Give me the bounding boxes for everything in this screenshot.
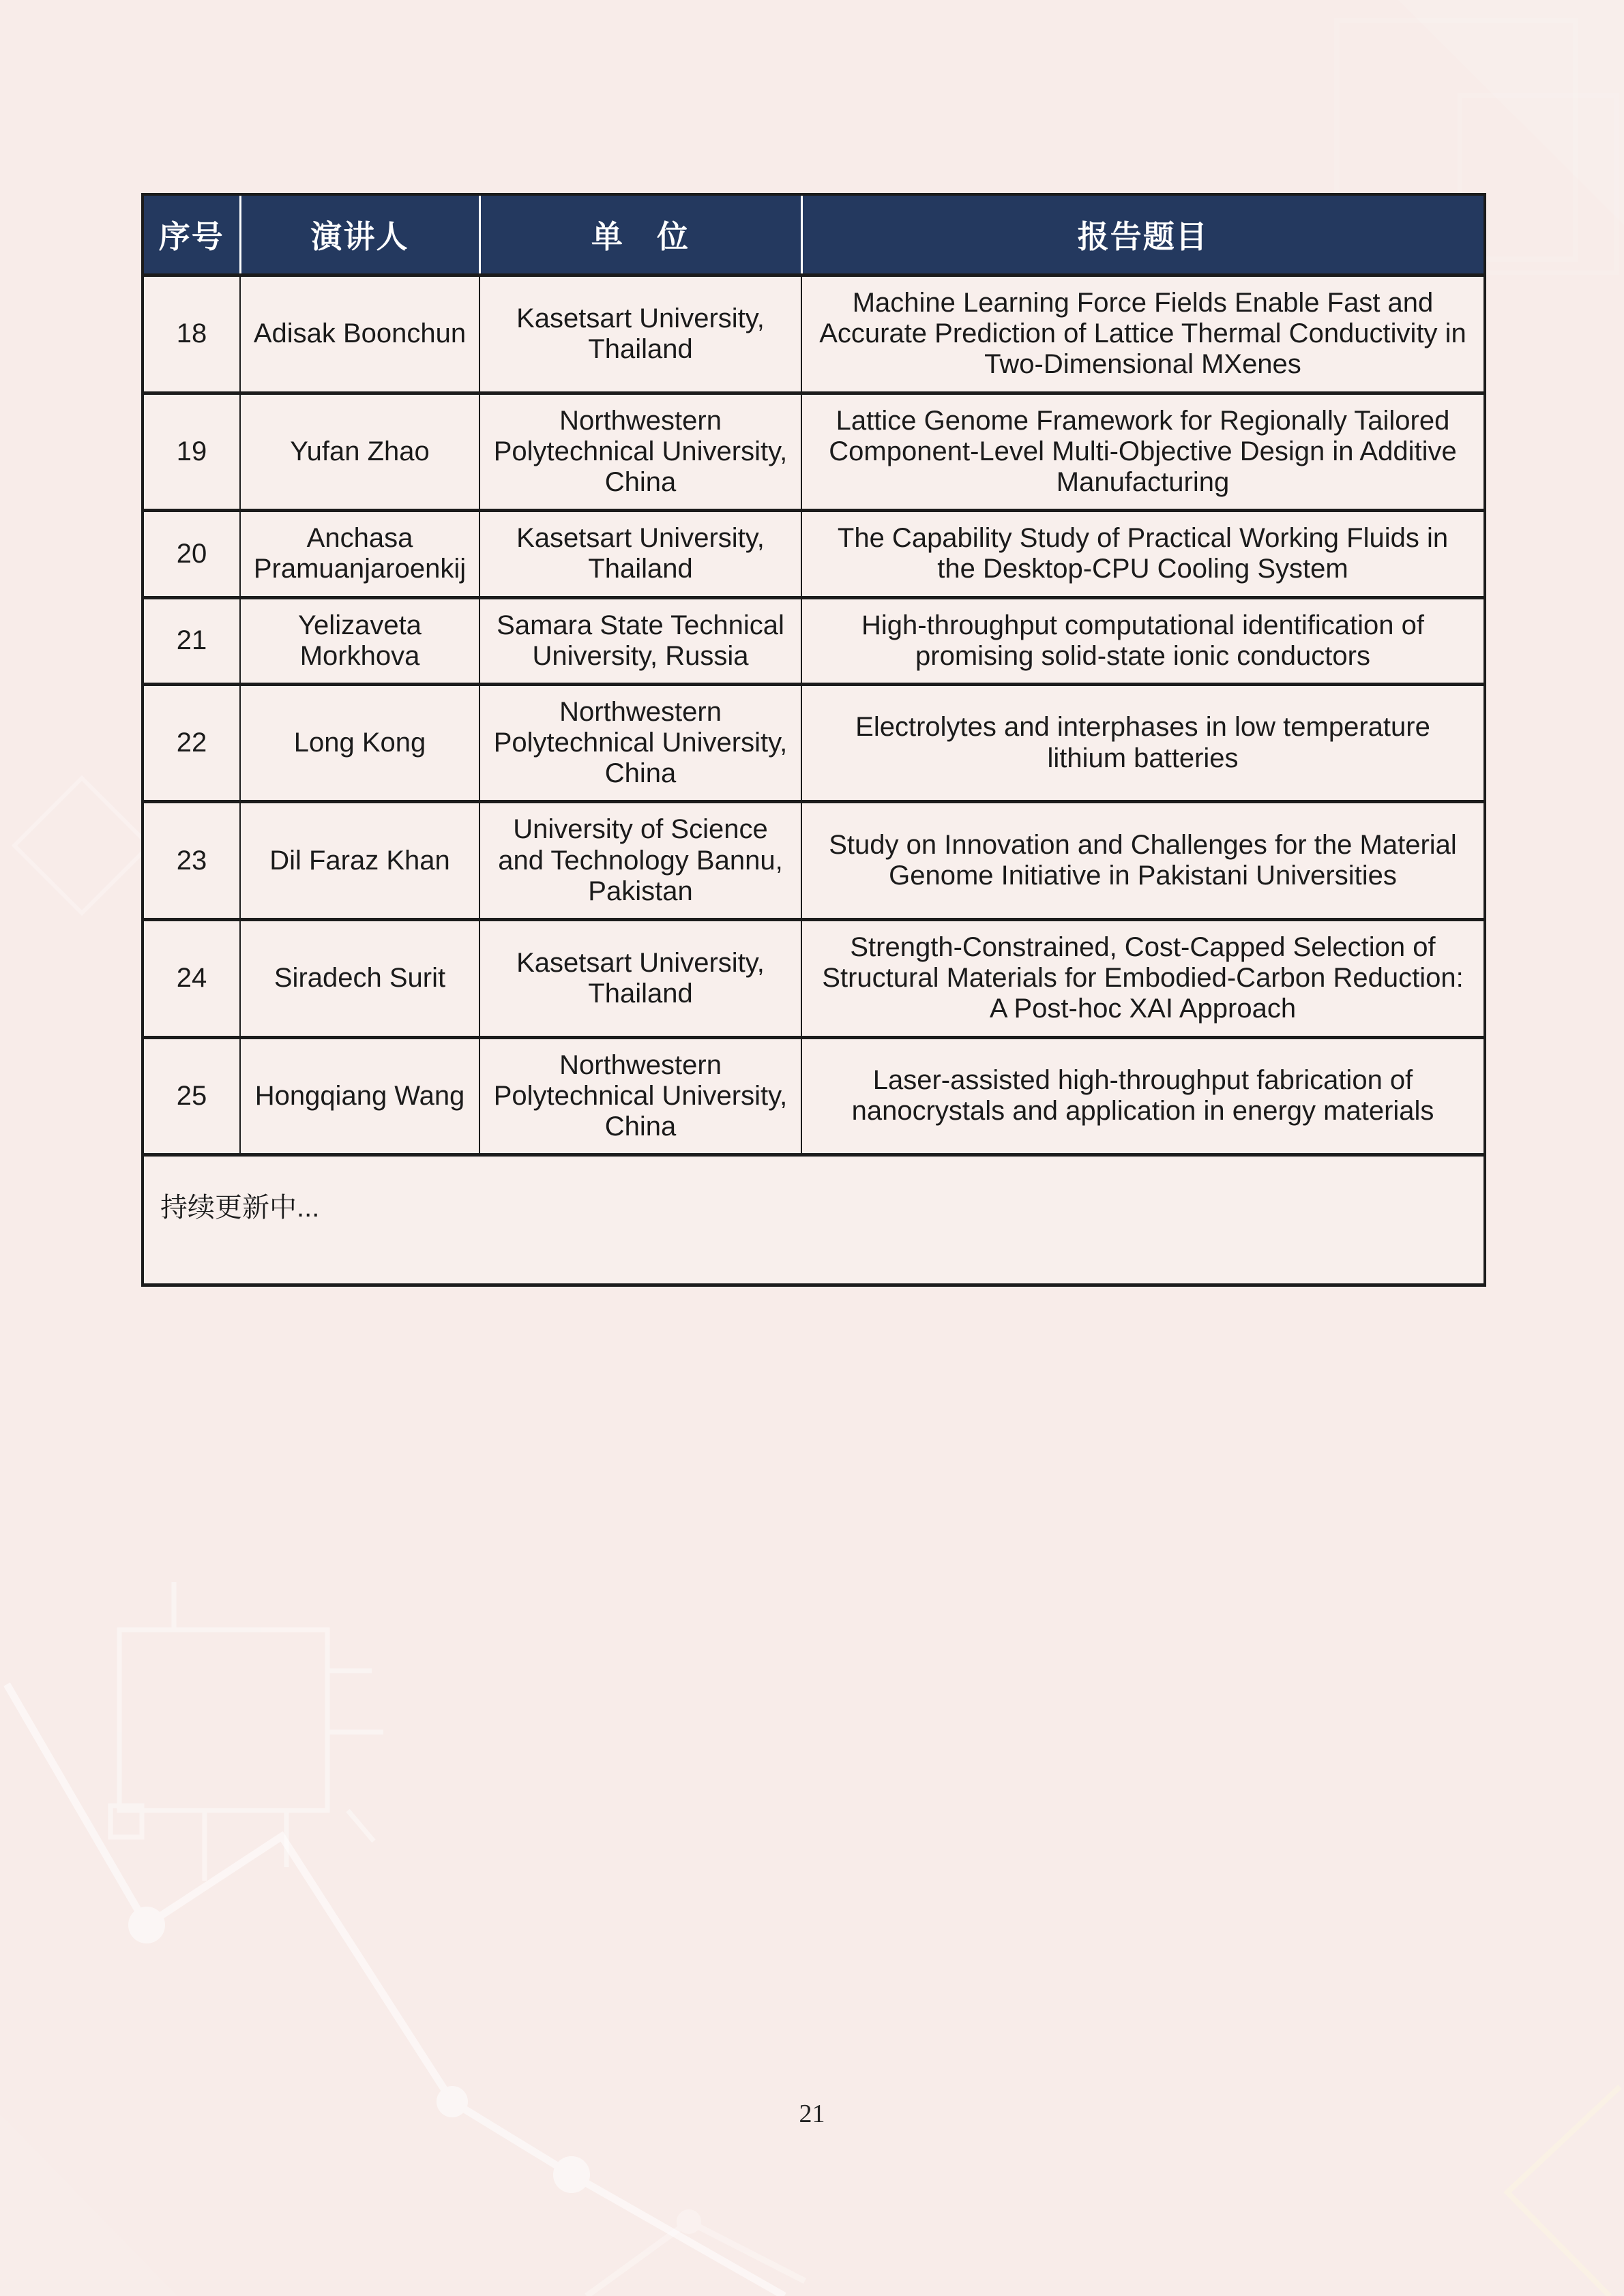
header-affiliation: 单 位 — [479, 194, 801, 275]
talk-title: Laser-assisted high-throughput fabrication of nanocrystals and application in energy materials — [801, 1037, 1485, 1155]
row-number: 19 — [143, 393, 240, 511]
speaker-name: Hongqiang Wang — [240, 1037, 479, 1155]
talk-title: Lattice Genome Framework for Regionally Tailored Component-Level Multi-Objective Design in Additive Manufacturing — [801, 393, 1485, 511]
speaker-name: Dil Faraz Khan — [240, 802, 479, 920]
speaker-name: Anchasa Pramuanjaroenkij — [240, 511, 479, 597]
talk-title: Strength-Constrained, Cost-Capped Selection of Structural Materials for Embodied-Carbon Reduction: A Post-hoc XAI Approach — [801, 920, 1485, 1038]
row-number: 23 — [143, 802, 240, 920]
row-number: 22 — [143, 684, 240, 802]
affiliation: Kasetsart University, Thailand — [479, 275, 801, 393]
speaker-name: Yufan Zhao — [240, 393, 479, 511]
page-number: 21 — [799, 2100, 825, 2128]
table-row — [143, 684, 1485, 802]
table-footer-row — [143, 1155, 1485, 1285]
speaker-name: Adisak Boonchun — [240, 275, 479, 393]
talk-title: Electrolytes and interphases in low temperature lithium batteries — [801, 684, 1485, 802]
header-speaker: 演讲人 — [240, 194, 479, 275]
affiliation: Northwestern Polytechnical University, China — [479, 1037, 801, 1155]
affiliation: Northwestern Polytechnical University, China — [479, 393, 801, 511]
table-row — [143, 597, 1485, 684]
affiliation: Samara State Technical University, Russia — [479, 597, 801, 684]
speakers-table-container — [141, 193, 1483, 1287]
header-no: 序号 — [143, 194, 240, 275]
talk-title: Study on Innovation and Challenges for the Material Genome Initiative in Pakistani Universities — [801, 802, 1485, 920]
table-header-row — [143, 194, 1485, 275]
talk-title: The Capability Study of Practical Working Fluids in the Desktop-CPU Cooling System — [801, 511, 1485, 597]
header-title: 报告题目 — [801, 194, 1485, 275]
affiliation: Kasetsart University, Thailand — [479, 511, 801, 597]
table-row — [143, 393, 1485, 511]
table-row — [143, 275, 1485, 393]
row-number: 18 — [143, 275, 240, 393]
table-row — [143, 920, 1485, 1038]
talk-title: High-throughput computational identification of promising solid-state ionic conductors — [801, 597, 1485, 684]
speaker-name: Yelizaveta Morkhova — [240, 597, 479, 684]
row-number: 20 — [143, 511, 240, 597]
affiliation: University of Science and Technology Bannu, Pakistan — [479, 802, 801, 920]
affiliation: Kasetsart University, Thailand — [479, 920, 801, 1038]
talk-title: Machine Learning Force Fields Enable Fast and Accurate Prediction of Lattice Thermal Conductivity in Two-Dimensional MXenes — [801, 275, 1485, 393]
table-row — [143, 1037, 1485, 1155]
row-number: 21 — [143, 597, 240, 684]
update-note: 持续更新中... — [143, 1155, 1485, 1285]
speaker-name: Siradech Surit — [240, 920, 479, 1038]
speakers-table — [141, 193, 1486, 1287]
affiliation: Northwestern Polytechnical University, China — [479, 684, 801, 802]
row-number: 24 — [143, 920, 240, 1038]
table-row — [143, 802, 1485, 920]
table-row — [143, 511, 1485, 597]
speaker-name: Long Kong — [240, 684, 479, 802]
row-number: 25 — [143, 1037, 240, 1155]
